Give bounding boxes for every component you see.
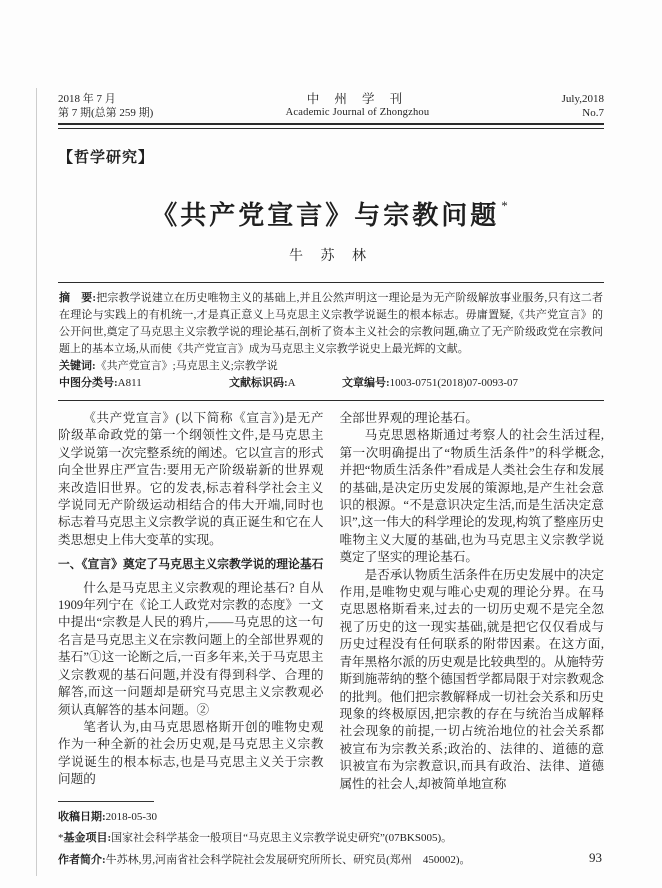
author-bio-value: 牛苏林,男,河南省社会科学院社会发展研究所所长、研究员(郑州 450002)。	[105, 853, 471, 866]
body-paragraph: 笔者认为,由马克思恩格斯开创的唯物史观作为一种全新的社会历史观,是马克思主义宗教学说诞生的根本标志,也是马克思主义关于宗教问题的	[58, 719, 324, 787]
article-title	[58, 188, 604, 234]
body-column-left	[58, 410, 323, 793]
footnote-area	[58, 801, 604, 872]
section-tag: 【哲学研究】	[58, 150, 155, 166]
clc-label: 中图分类号:	[59, 377, 118, 389]
header-issue-info-en	[562, 92, 604, 120]
keywords-label: 关键词:	[59, 360, 96, 372]
article-meta-line	[59, 375, 603, 392]
clc-value: A811	[117, 377, 142, 389]
received-date-line	[58, 807, 604, 829]
article-body	[58, 410, 604, 793]
clc-field	[59, 375, 229, 392]
article-id-value: 1003-0751(2018)07-0093-07	[389, 377, 518, 389]
body-paragraph: 是否承认物质生活条件在历史发展中的决定作用,是唯物史观与唯心史观的理论分界。在马克思恩格斯看来,过去的一切历史观不是完全忽视了历史的这一现实基础,就是把它仅仅看成与历史过程没有任何联系的附带因素。在这方面,青年黑格尔派的历史观是比较典型的。从施特劳斯到施蒂纳的整个德国哲学都局限于对宗教观念的批判。他们把宗教解释成一切社会关系和历史现象的终极原因,把宗教的存在与统治当成解释社会现象的前提,一切占统治地位的社会关系都被宣布为宗教关系;政治的、法律的、道德的意识被宣布为宗教意识,而具有政治、法律、道德属性的社会人,却被简单地宣称	[339, 567, 604, 791]
title-footnote-mark: *	[501, 198, 511, 213]
abstract-box	[58, 282, 604, 401]
header-date-en: July,2018	[561, 93, 604, 105]
abstract-paragraph	[59, 290, 603, 358]
abstract-text: 把宗教学说建立在历史唯物主义的基础上,并且公然声明这一理论是为无产阶级解放事业服务,只有这二者在理论与实践上的有机统一,才是真正意义上马克思主义宗教学说诞生的根本标志。毋庸置疑,《共产党宣言》的公开问世,奠定了马克思主义宗教学说的理论基石,剖析了资本主义社会的宗教问题,确立了无产阶级政党在宗教问题上的基本立场,从而使《共产党宣言》成为马克思主义宗教学说史上最光辉的文献。	[59, 292, 603, 355]
article-title-text: 《共产党宣言》与宗教问题	[151, 201, 500, 230]
fund-star-mark: *	[58, 832, 64, 845]
header-journal-name	[153, 92, 561, 120]
abstract-label: 摘 要:	[59, 292, 97, 304]
body-paragraph: 什么是马克思主义宗教观的理论基石? 自从1909年列宁在《论工人政党对宗教的态度》一文中提出“宗教是人民的鸦片,——马克思的这一句名言是马克思主义在宗教问题上的全部世界观的基石”①这一论断之后,一百多年来,关于马克思主义宗教观的基石问题,并没有得到科学、合理的解答,而这一问题却是研究马克思主义宗教观必须认真解答的基本问题。②	[58, 580, 324, 717]
journal-header	[58, 92, 604, 120]
journal-name-en: Academic Journal of Zhongzhou	[285, 107, 430, 118]
header-issue-info	[58, 92, 153, 120]
header-issue-cn: 第 7 期(总第 259 期)	[58, 107, 154, 119]
author-bio-label: 作者简介:	[58, 853, 106, 866]
fund-project-value: 国家社会科学基金一般项目“马克思主义宗教学说史研究”(07BKS005)。	[111, 832, 453, 845]
article-id-field	[342, 375, 518, 392]
keywords-text: 《共产党宣言》;马克思主义;宗教学说	[95, 360, 278, 372]
received-date-value: 2018-05-30	[105, 810, 157, 823]
header-issue-en: No.7	[582, 107, 604, 119]
fund-project-label: 基金项目:	[63, 832, 112, 845]
author-bio-line	[58, 850, 604, 872]
page-content	[58, 0, 604, 871]
footnote-divider	[58, 801, 154, 802]
header-date-cn: 2018 年 7 月	[58, 93, 116, 105]
body-paragraph: 《共产党宣言》(以下简称《宣言》)是无产阶级革命政党的第一个纲领性文件,是马克思主义学说第一次完整系统的阐述。它以宣言的形式向全世界庄严宣告:要用无产阶级崭新的世界观来改造旧世界。它的发表,标志着科学社会主义学说同无产阶级运动相结合的伟大开端,同时也标志着马克思主义宗教学说的真正诞生和它在人类思想史上伟大变革的实现。	[58, 411, 324, 547]
doc-code-field	[229, 375, 342, 392]
body-column-right	[339, 410, 604, 793]
header-divider	[58, 123, 604, 129]
doc-code-value: A	[287, 377, 296, 389]
scan-edge-line	[36, 88, 37, 876]
doc-code-label: 文献标识码:	[229, 377, 288, 389]
fund-project-line	[58, 828, 604, 850]
keywords-line	[59, 358, 603, 375]
body-paragraph: 马克思恩格斯通过考察人的社会生活过程,第一次明确提出了“物质生活条件”的科学概念,并把“物质生活条件”看成是人类社会生存和发展的基础,是决定历史发展的策源地,是产生社会意识的根源。“不是意识决定生活,而是生活决定意识”,这一伟大的科学理论的发现,构筑了整座历史唯物主义大厦的基础,也为马克思主义宗教学说奠定了坚实的理论基石。	[339, 428, 604, 565]
section-heading: 一、《宣言》奠定了马克思主义宗教学说的理论基石	[58, 557, 324, 572]
body-paragraph: 全部世界观的理论基石。	[339, 411, 478, 425]
article-id-label: 文章编号:	[342, 377, 390, 389]
page-number: 93	[589, 850, 602, 865]
journal-name-cn: 中 州 学 刊	[306, 92, 409, 106]
received-date-label: 收稿日期:	[58, 810, 106, 823]
author-name: 牛 苏 林	[289, 249, 373, 264]
